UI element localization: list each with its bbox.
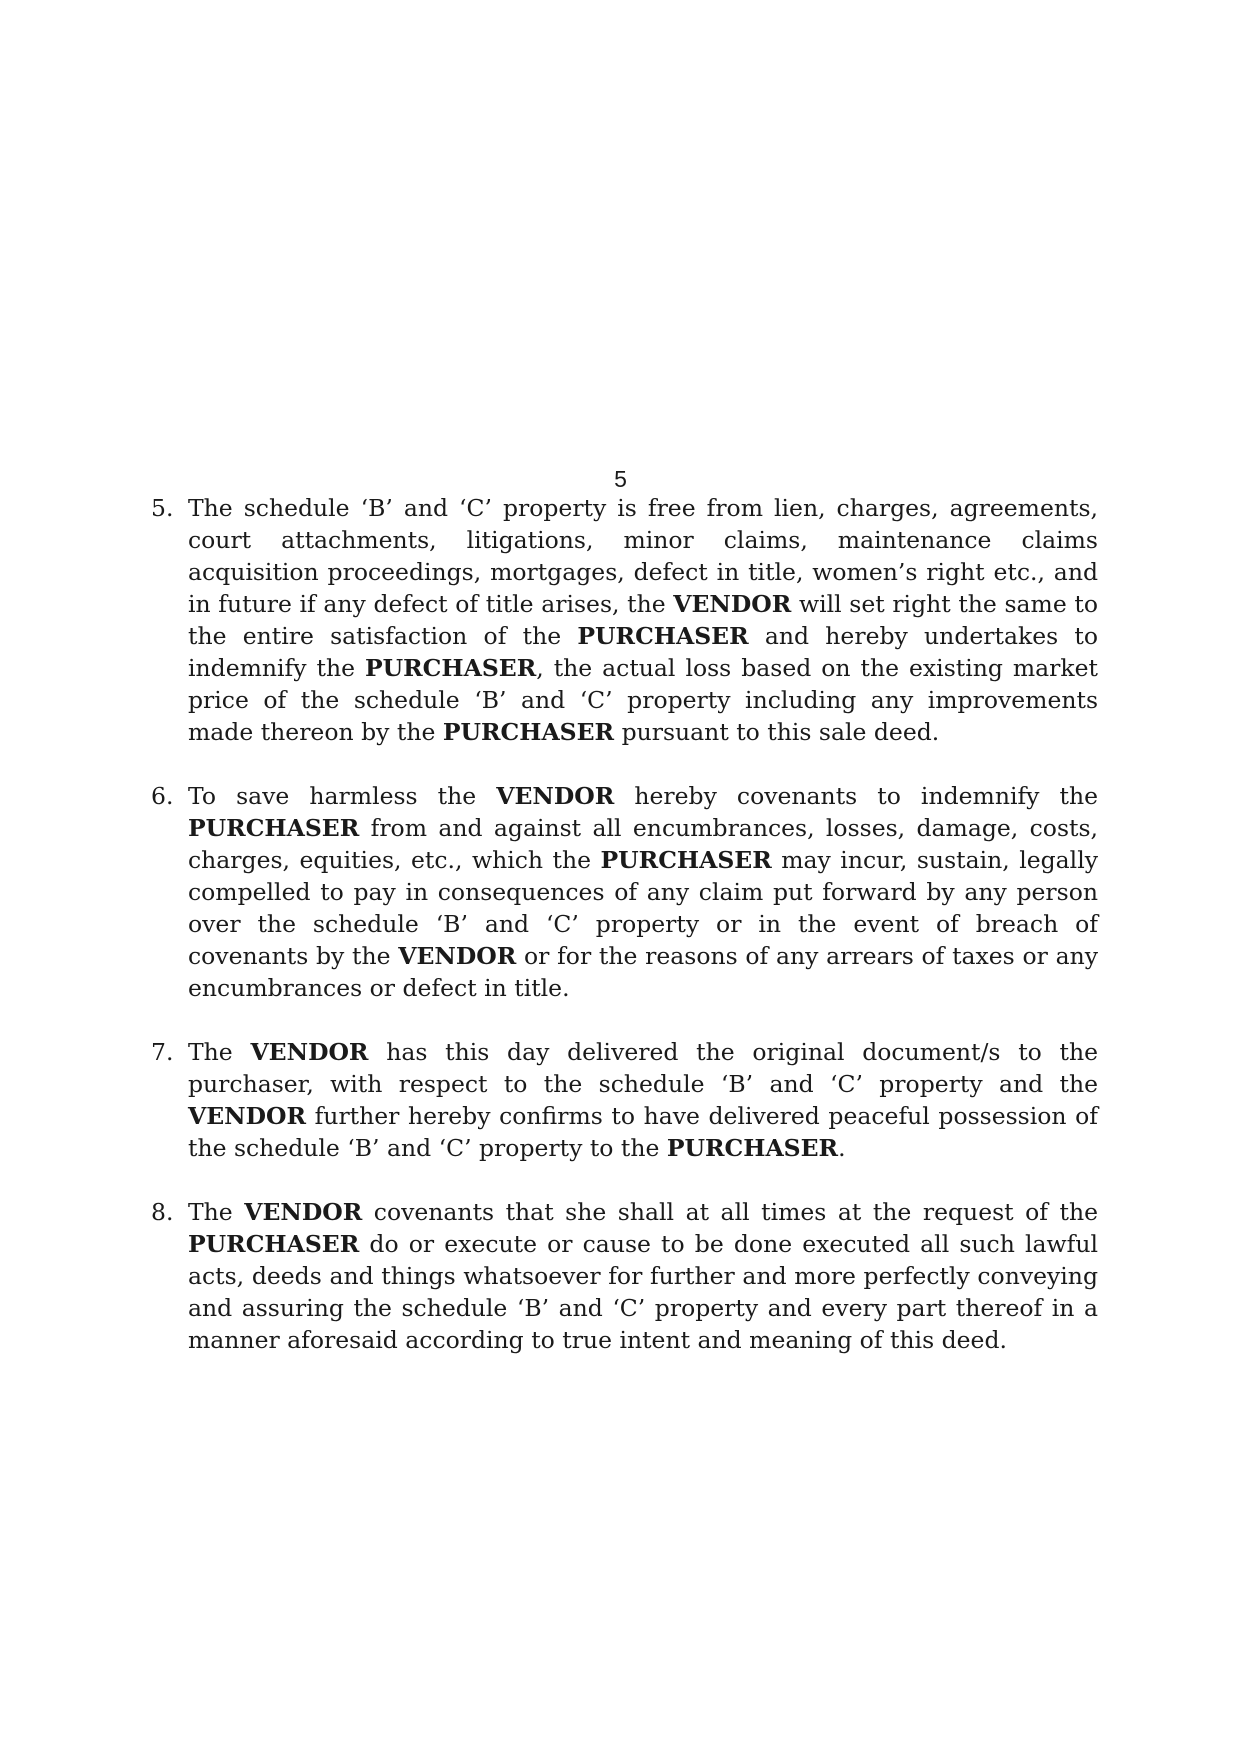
clause-text-segment: , the actual loss based on the existing market price of the schedule ‘B’ and ‘C’ property including any improvements made thereon by the: [188, 654, 1098, 746]
clause-text-segment: The: [188, 1038, 251, 1066]
party-name-purchaser: PURCHASER: [600, 846, 772, 874]
clause-text-segment: further hereby confirms to have delivered peaceful possession of the schedule ‘B’ and ‘C’ property to the: [188, 1102, 1098, 1162]
party-name-purchaser: PURCHASER: [188, 1230, 360, 1258]
clause-text-segment: covenants that she shall at all times at the request of the: [362, 1198, 1098, 1226]
party-name-vendor: VENDOR: [250, 1038, 369, 1066]
clause-text-segment: may incur, sustain, legally compelled to pay in consequences of any claim put forward by any person over the schedule ‘B’ and ‘C’ property or in the event of breach of covenants by the: [188, 846, 1098, 970]
clause-text: [188, 1198, 1098, 1354]
party-name-vendor: VENDOR: [244, 1198, 363, 1226]
clause-text: [188, 782, 1098, 1002]
clause-text: [188, 1038, 1098, 1162]
clause-text-segment: The: [188, 1198, 245, 1226]
clause-text-segment: or for the reasons of any arrears of taxes or any encumbrances or defect in title.: [188, 942, 1098, 1002]
clause-text-segment: pursuant to this sale deed.: [614, 718, 940, 746]
clause-6: [143, 780, 1098, 1004]
clause-text-segment: do or execute or cause to be done executed all such lawful acts, deeds and things whatsoever for further and more perfectly conveying and assuring the schedule ‘B’ and ‘C’ property and every part thereof in a manner aforesaid according to true intent and meaning of this deed.: [188, 1230, 1098, 1354]
clause-number: 6.: [151, 782, 174, 810]
clause-number: 7.: [151, 1038, 174, 1066]
clause-number: 8.: [151, 1198, 174, 1226]
clause-text-segment: from and against all encumbrances, losses, damage, costs, charges, equities, etc., which the: [188, 814, 1098, 874]
party-name-vendor: VENDOR: [398, 942, 517, 970]
clause-text: [188, 494, 1098, 746]
clause-5: [143, 492, 1098, 748]
party-name-vendor: VENDOR: [496, 782, 615, 810]
party-name-vendor: VENDOR: [188, 1102, 307, 1130]
party-name-purchaser: PURCHASER: [364, 654, 537, 682]
clause-text-segment: will set right the same to the entire satisfaction of the: [188, 590, 1098, 650]
clause-text-segment: hereby covenants to indemnify the: [614, 782, 1099, 810]
clause-number: 5.: [151, 494, 174, 522]
party-name-purchaser: PURCHASER: [442, 718, 615, 746]
clause-list: [143, 492, 1098, 1388]
clause-text-segment: The schedule ‘B’ and ‘C’ property is free from lien, charges, agreements, court attachments, litigations, minor claims, maintenance claims acquisition proceedings, mortgages, defect in title, women’s right etc., and in future if any defect of title arises, the: [188, 494, 1098, 618]
clause-7: [143, 1036, 1098, 1164]
party-name-purchaser: PURCHASER: [188, 814, 360, 842]
page-number: 5: [614, 466, 627, 492]
party-name-purchaser: PURCHASER: [666, 1134, 839, 1162]
clause-8: [143, 1196, 1098, 1356]
clause-text-segment: .: [838, 1134, 846, 1162]
clause-text-segment: and hereby undertakes to indemnify the: [188, 622, 1098, 682]
clause-text-segment: To save harmless the: [188, 782, 497, 810]
party-name-purchaser: PURCHASER: [577, 622, 749, 650]
party-name-vendor: VENDOR: [673, 590, 792, 618]
clause-text-segment: has this day delivered the original document/s to the purchaser, with respect to the schedule ‘B’ and ‘C’ property and the: [188, 1038, 1099, 1098]
